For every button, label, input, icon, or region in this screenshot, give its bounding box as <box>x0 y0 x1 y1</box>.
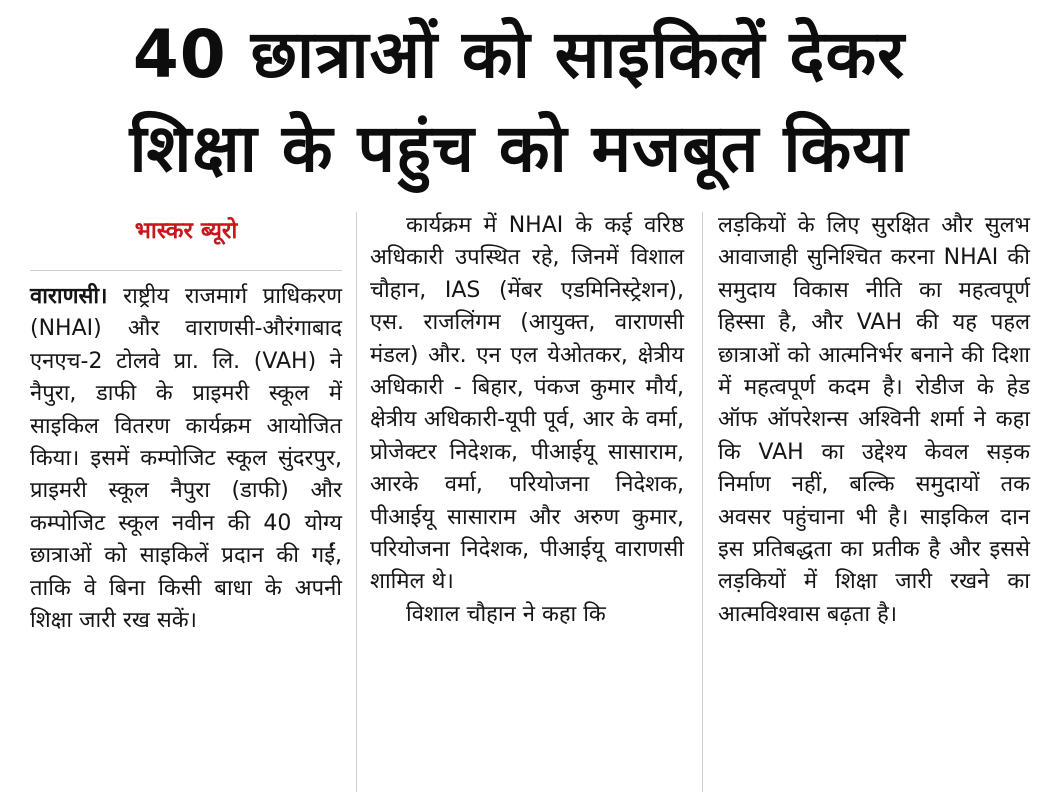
column-divider <box>356 212 357 792</box>
article-column-3 <box>718 210 1030 790</box>
headline-line-1: 40 छात्राओं को साइकिलें देकर <box>132 16 906 93</box>
column-2-paragraph-2: विशाल चौहान ने कहा कि <box>406 601 606 627</box>
article-column-2 <box>370 210 684 790</box>
dateline: वाराणसी। <box>30 284 108 309</box>
column-1-body: राष्ट्रीय राजमार्ग प्राधिकरण (NHAI) और वाराणसी-औरंगाबाद एनएच-2 टोलवे प्रा. लि. (VAH) ने नैपुरा, डाफी के प्राइमरी स्कूल में साइकिल वितरण कार्यक्रम आयोजित किया। इसमें कम्पोजिट स्कूल सुंदरपुर, प्राइमरी स्कूल नैपुरा (डाफी) और कम्पोजिट स्कूल नवीन की 40 योग्य छात्राओं को साइकिलें प्रदान की गईं, ताकि वे बिना किसी बाधा के अपनी शिक्षा जारी रख सकें। <box>30 284 342 634</box>
byline: भास्कर ब्यूरो <box>134 218 238 244</box>
headline <box>0 8 1038 196</box>
column-1-paragraph <box>30 281 342 637</box>
article-column-1 <box>30 212 342 792</box>
headline-line-2: शिक्षा के पहुंच को मजबूत किया <box>129 110 909 187</box>
column-3-paragraph: लड़कियों के लिए सुरक्षित और सुलभ आवाजाही सुनिश्चित करना NHAI की समुदाय विकास नीति का महत्वपूर्ण हिस्सा है, और VAH की यह पहल छात्राओं को आत्मनिर्भर बनाने की दिशा में महत्वपूर्ण कदम है। रोडीज के हेड ऑफ ऑपरेशन्स अश्विनी शर्मा ने कहा कि VAH का उद्देश्य केवल सड़क निर्माण नहीं, बल्कि समुदायों तक अवसर पहुंचाना भी है। साइकिल दान इस प्रतिबद्धता का प्रतीक है और इससे लड़कियों में शिक्षा जारी रखने का आत्मविश्वास बढ़ता है। <box>718 213 1030 627</box>
column-2-paragraph-1: कार्यक्रम में NHAI के कई वरिष्ठ अधिकारी उपस्थित रहे, जिनमें विशाल चौहान, IAS (मेंबर एडमिनिस्ट्रेशन), एस. राजलिंगम (आयुक्त, वाराणसी मंडल) और. एन एल येओतकर, क्षेत्रीय अधिकारी - बिहार, पंकज कुमार मौर्य, क्षेत्रीय अधिकारी-यूपी पूर्व, आर के वर्मा, प्रोजेक्टर निदेशक, पीआईयू सासाराम, आरके वर्मा, परियोजना निदेशक, पीआईयू सासाराम और अरुण कुमार, परियोजना निदेशक, पीआईयू वाराणसी शामिल थे। <box>370 213 684 595</box>
column-divider <box>702 212 703 792</box>
byline-divider <box>30 270 342 271</box>
